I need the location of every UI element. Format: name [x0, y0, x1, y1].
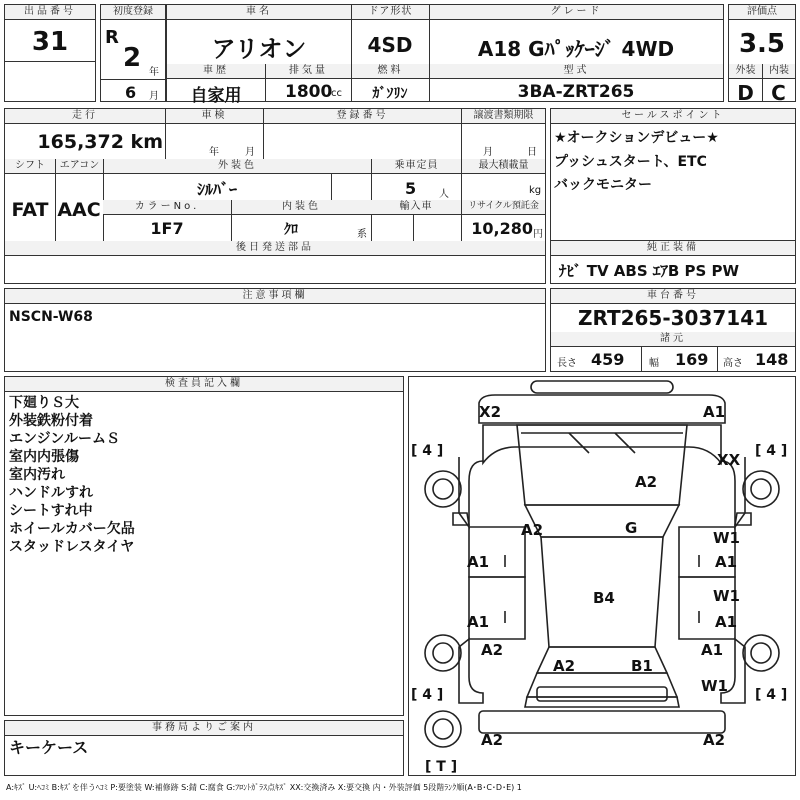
import-label: 輸入車: [371, 200, 461, 215]
recycle-fee-unit: 円: [533, 229, 543, 240]
inspection-month-unit: 月: [245, 147, 255, 158]
shift-type: FAT: [11, 199, 49, 221]
office-label: 事務局よりご案内: [5, 721, 403, 736]
fuel-label: 燃料: [351, 64, 429, 79]
mark-a2-hood: A2: [635, 473, 658, 491]
mark-a2-rear-bumper-right: A2: [703, 731, 726, 749]
capacity-unit: 人: [439, 189, 449, 200]
front-outline: [479, 395, 725, 423]
sales-points-box: [550, 108, 796, 241]
sales-points-label: セールスポイント: [551, 109, 795, 124]
mark-a1-left-rear-door: A1: [467, 613, 490, 631]
score: 3.5: [738, 29, 786, 59]
score-label: 評価点: [729, 5, 795, 20]
inspector-note-9: スタッドレスタイヤ: [9, 539, 135, 555]
hood-shape: [517, 425, 687, 505]
wheel-fr: [743, 471, 779, 507]
trunk-shape: [527, 673, 677, 697]
mark-a1-right-rear-door: A1: [715, 613, 738, 631]
chassis-box: [550, 288, 796, 372]
exterior-color: ｼﾙﾊﾞｰ: [196, 180, 237, 199]
history-label: 車歴: [167, 64, 265, 79]
first-registration-box: [100, 4, 166, 102]
transfer-docs-label: 譲渡書類期限: [461, 109, 545, 124]
inspector-note-1: 下廻りＳ大: [9, 395, 79, 411]
grade-label: グレード: [429, 5, 723, 20]
mark-x2: X2: [479, 403, 502, 421]
office-value: キーケース: [9, 738, 89, 757]
inspector-note-4: 室内内張傷: [9, 449, 79, 465]
interior-color-unit: 系: [357, 229, 367, 240]
capacity: 5: [405, 179, 417, 198]
recycle-label: リサイクル預託金: [461, 200, 545, 215]
inspector-box: [4, 376, 404, 716]
notes-box: [4, 288, 546, 372]
max-load-unit: kg: [529, 185, 542, 196]
reg-month: 6: [125, 83, 137, 102]
color-label: 外装色: [103, 159, 371, 174]
equipment-label: 純正装備: [551, 241, 795, 256]
mark-w1-right-rear-quarter: W1: [701, 677, 728, 695]
height-value: 148: [755, 350, 789, 369]
model-code: 3BA-ZRT265: [517, 82, 635, 102]
color-number-label: カラーNo.: [103, 200, 231, 215]
ac-label: エアコン: [55, 159, 103, 174]
registration-number-label: 登録番号: [263, 109, 461, 124]
tire-spare: [ T ]: [425, 759, 458, 775]
tire-rear-right: [ 4 ]: [755, 687, 788, 703]
era: R: [105, 27, 119, 48]
width-label: 幅: [649, 358, 659, 369]
height-label: 高さ: [723, 358, 743, 369]
spare-wheel: [425, 711, 461, 747]
inspector-note-2: 外装鉄粉付着: [9, 413, 93, 429]
wheel-fl: [425, 471, 461, 507]
rear-bumper-shape: [479, 711, 725, 733]
front-bumper-shape: [531, 381, 673, 393]
history: 自家用: [190, 86, 242, 106]
grade: A18 Gﾊﾟｯｹｰｼﾞ 4WD: [477, 37, 675, 61]
sales-point-3: バックモニター: [554, 177, 652, 193]
car-name: アリオン: [211, 35, 307, 63]
max-load-label: 最大積載量: [461, 159, 545, 174]
later-parts-label: 後日発送部品: [5, 241, 545, 256]
length-label: 長さ: [557, 358, 577, 369]
score-box: [728, 4, 796, 105]
car-info-box: [166, 4, 724, 106]
reg-year: 2: [123, 43, 142, 73]
inspection-year-unit: 年: [209, 147, 219, 158]
mark-g: G: [625, 519, 638, 537]
tire-rear-left: [ 4 ]: [411, 687, 444, 703]
notes-label: 注意事項欄: [5, 289, 545, 304]
inspector-note-7: シートすれ中: [9, 503, 93, 519]
tire-front-right: [ 4 ]: [755, 443, 788, 459]
transfer-month-unit: 月: [483, 147, 493, 158]
mark-a1-left-front-door: A1: [467, 553, 490, 571]
lot-number: 31: [31, 27, 69, 57]
tire-front-left: [ 4 ]: [411, 443, 444, 459]
door-type: 4SD: [367, 33, 413, 57]
legend: A:ｷｽﾞ U:ﾍｺﾐ B:ｷｽﾞを伴うﾍｺﾐ P:要塗装 W:補修跡 S:錆 C:腐食 G:ﾌﾛﾝﾄｶﾞﾗｽ点ｷｽﾞ XX:交換済み X:要交換 内・外装評価 5段階ﾗﾝｸ順(A･B･C･D･E) 1: [6, 783, 522, 792]
interior-color: ｸﾛ: [284, 222, 298, 238]
exterior-label: 外装: [729, 64, 762, 79]
notes-value: NSCN-W68: [9, 309, 93, 325]
chassis-number: ZRT265-3037141: [577, 306, 769, 330]
inspection-label: 車検: [165, 109, 263, 124]
reg-year-unit: 年: [149, 67, 159, 78]
car-diagram-box: [408, 376, 796, 776]
interior-label: 内装: [762, 64, 795, 79]
mark-b1-trunk: B1: [631, 657, 653, 675]
sales-point-2: プッシュスタート、ETC: [554, 154, 707, 170]
sales-point-1: ★オークションデビュー★: [554, 130, 719, 146]
displacement-label: 排気量: [265, 64, 351, 79]
mark-w1-right-rear-door: W1: [713, 587, 740, 605]
first-reg-label: 初度登録: [101, 5, 165, 20]
fuel: ｶﾞｿﾘﾝ: [372, 86, 408, 102]
wheel-rr: [743, 635, 779, 671]
displacement: 1800: [285, 82, 333, 102]
lot-box: [4, 4, 96, 102]
inspector-label: 検査員記入欄: [5, 377, 403, 392]
exterior-grade: D: [737, 81, 754, 105]
mark-a1-front-right: A1: [703, 403, 726, 421]
car-name-label: 車名: [167, 5, 351, 20]
office-box: [4, 720, 404, 776]
color-number: 1F7: [150, 219, 184, 238]
mark-a2-rear-bumper-left: A2: [481, 731, 504, 749]
car-diagram: [409, 377, 795, 775]
interior-color-label: 内装色: [231, 200, 371, 215]
equipment-box: [550, 240, 796, 284]
mark-a2-left-rear-quarter: A2: [481, 641, 504, 659]
mark-b4-roof: B4: [593, 589, 615, 607]
detail-box: [4, 108, 546, 284]
length-value: 459: [591, 350, 625, 369]
mark-a1-right-front-door: A1: [715, 553, 738, 571]
mark-xx: XX: [717, 451, 741, 469]
wheel-rl: [425, 635, 461, 671]
recycle-fee: 10,280: [471, 219, 533, 238]
reg-month-unit: 月: [149, 91, 159, 102]
equipment-value: ﾅﾋﾞ TV ABS ｴｱB PS PW: [559, 262, 740, 280]
lot-label: 出品番号: [5, 5, 95, 20]
spec-label: 諸元: [551, 332, 795, 347]
door-label: ドア形状: [351, 5, 429, 20]
mark-a1-right-rear-quarter: A1: [701, 641, 724, 659]
chassis-label: 車台番号: [551, 289, 795, 304]
mark-a2-trunk: A2: [553, 657, 576, 675]
inspector-note-5: 室内汚れ: [9, 467, 65, 483]
mark-w1-right-front-door: W1: [713, 529, 740, 547]
interior-grade: C: [771, 81, 786, 105]
transfer-day-unit: 日: [527, 147, 537, 158]
model-label: 型式: [429, 64, 723, 79]
mark-a2-windshield: A2: [521, 521, 544, 539]
width-value: 169: [675, 350, 709, 369]
inspector-note-8: ホイールカバー欠品: [9, 521, 135, 537]
inspector-note-6: ハンドルすれ: [9, 485, 93, 501]
shift-label: シフト: [5, 159, 55, 174]
windshield-shape: [525, 505, 679, 537]
inspector-note-3: エンジンルームＳ: [9, 431, 120, 447]
ac-type: AAC: [57, 199, 101, 221]
mileage: 165,372 km: [37, 131, 163, 153]
capacity-label: 乗車定員: [371, 159, 461, 174]
mileage-label: 走行: [5, 109, 165, 124]
displacement-unit: cc: [331, 88, 342, 99]
